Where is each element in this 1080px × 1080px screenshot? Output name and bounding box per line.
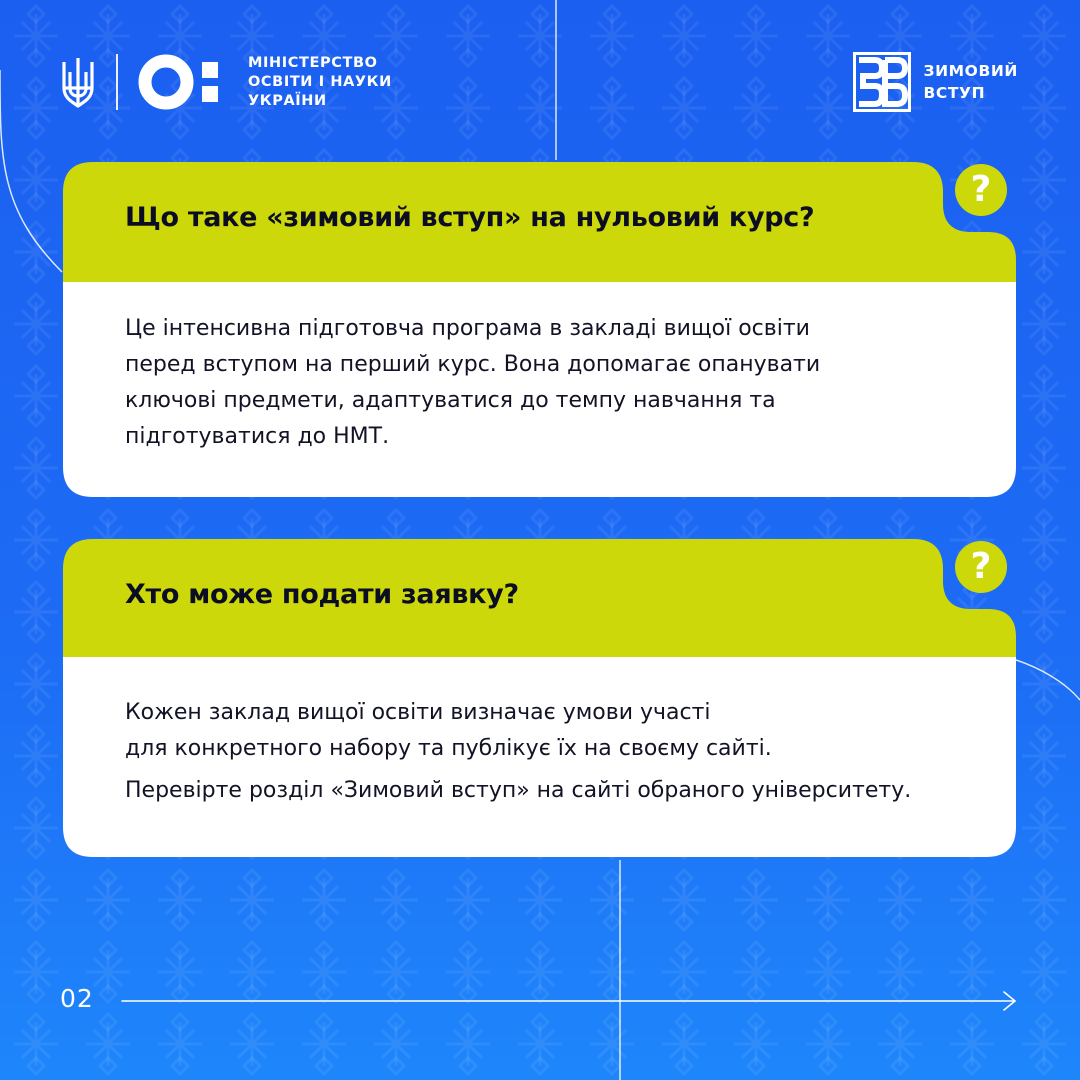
question-icon: ? bbox=[955, 164, 1007, 216]
ministry-name bbox=[248, 54, 392, 111]
card-title: Хто може подати заявку? bbox=[125, 579, 519, 610]
page-number: 02 bbox=[60, 984, 94, 1013]
header-divider bbox=[116, 54, 118, 110]
faq-card bbox=[63, 162, 1016, 497]
ministry-line: МІНІСТЕРСТВО bbox=[248, 54, 378, 71]
body-line: Перевірте розділ «Зимовий вступ» на сайті обраного університету. bbox=[125, 778, 912, 803]
campaign-line: ЗИМОВИЙ bbox=[923, 62, 1018, 80]
zv-logo-icon bbox=[853, 52, 911, 112]
campaign-line: ВСТУП bbox=[923, 84, 986, 102]
card-body bbox=[125, 311, 820, 455]
ministry-line: ОСВІТИ І НАУКИ bbox=[248, 73, 392, 90]
trident-icon bbox=[60, 54, 96, 110]
card-title: Що таке «зимовий вступ» на нульовий курс? bbox=[125, 202, 815, 233]
body-line: для конкретного набору та публікує їх на своєму сайті. bbox=[125, 736, 772, 761]
question-icon: ? bbox=[955, 541, 1007, 593]
campaign-header bbox=[853, 52, 1018, 112]
body-line: ключові предмети, адаптуватися до темпу навчання та bbox=[125, 388, 776, 413]
body-line: Кожен заклад вищої освіти визначає умови участі bbox=[125, 700, 711, 725]
body-line: підготуватися до НМТ. bbox=[125, 424, 390, 449]
body-line: Це інтенсивна підготовча програма в закладі вищої освіти bbox=[125, 316, 810, 341]
mon-logo-icon bbox=[138, 53, 232, 111]
card-body bbox=[125, 695, 911, 809]
body-line: перед вступом на перший курс. Вона допомагає опанувати bbox=[125, 352, 821, 377]
ministry-header bbox=[60, 52, 392, 112]
ministry-line: УКРАЇНИ bbox=[248, 92, 327, 109]
campaign-name bbox=[923, 60, 1018, 104]
faq-card bbox=[63, 539, 1016, 857]
arrow-right-icon bbox=[120, 986, 1020, 1016]
